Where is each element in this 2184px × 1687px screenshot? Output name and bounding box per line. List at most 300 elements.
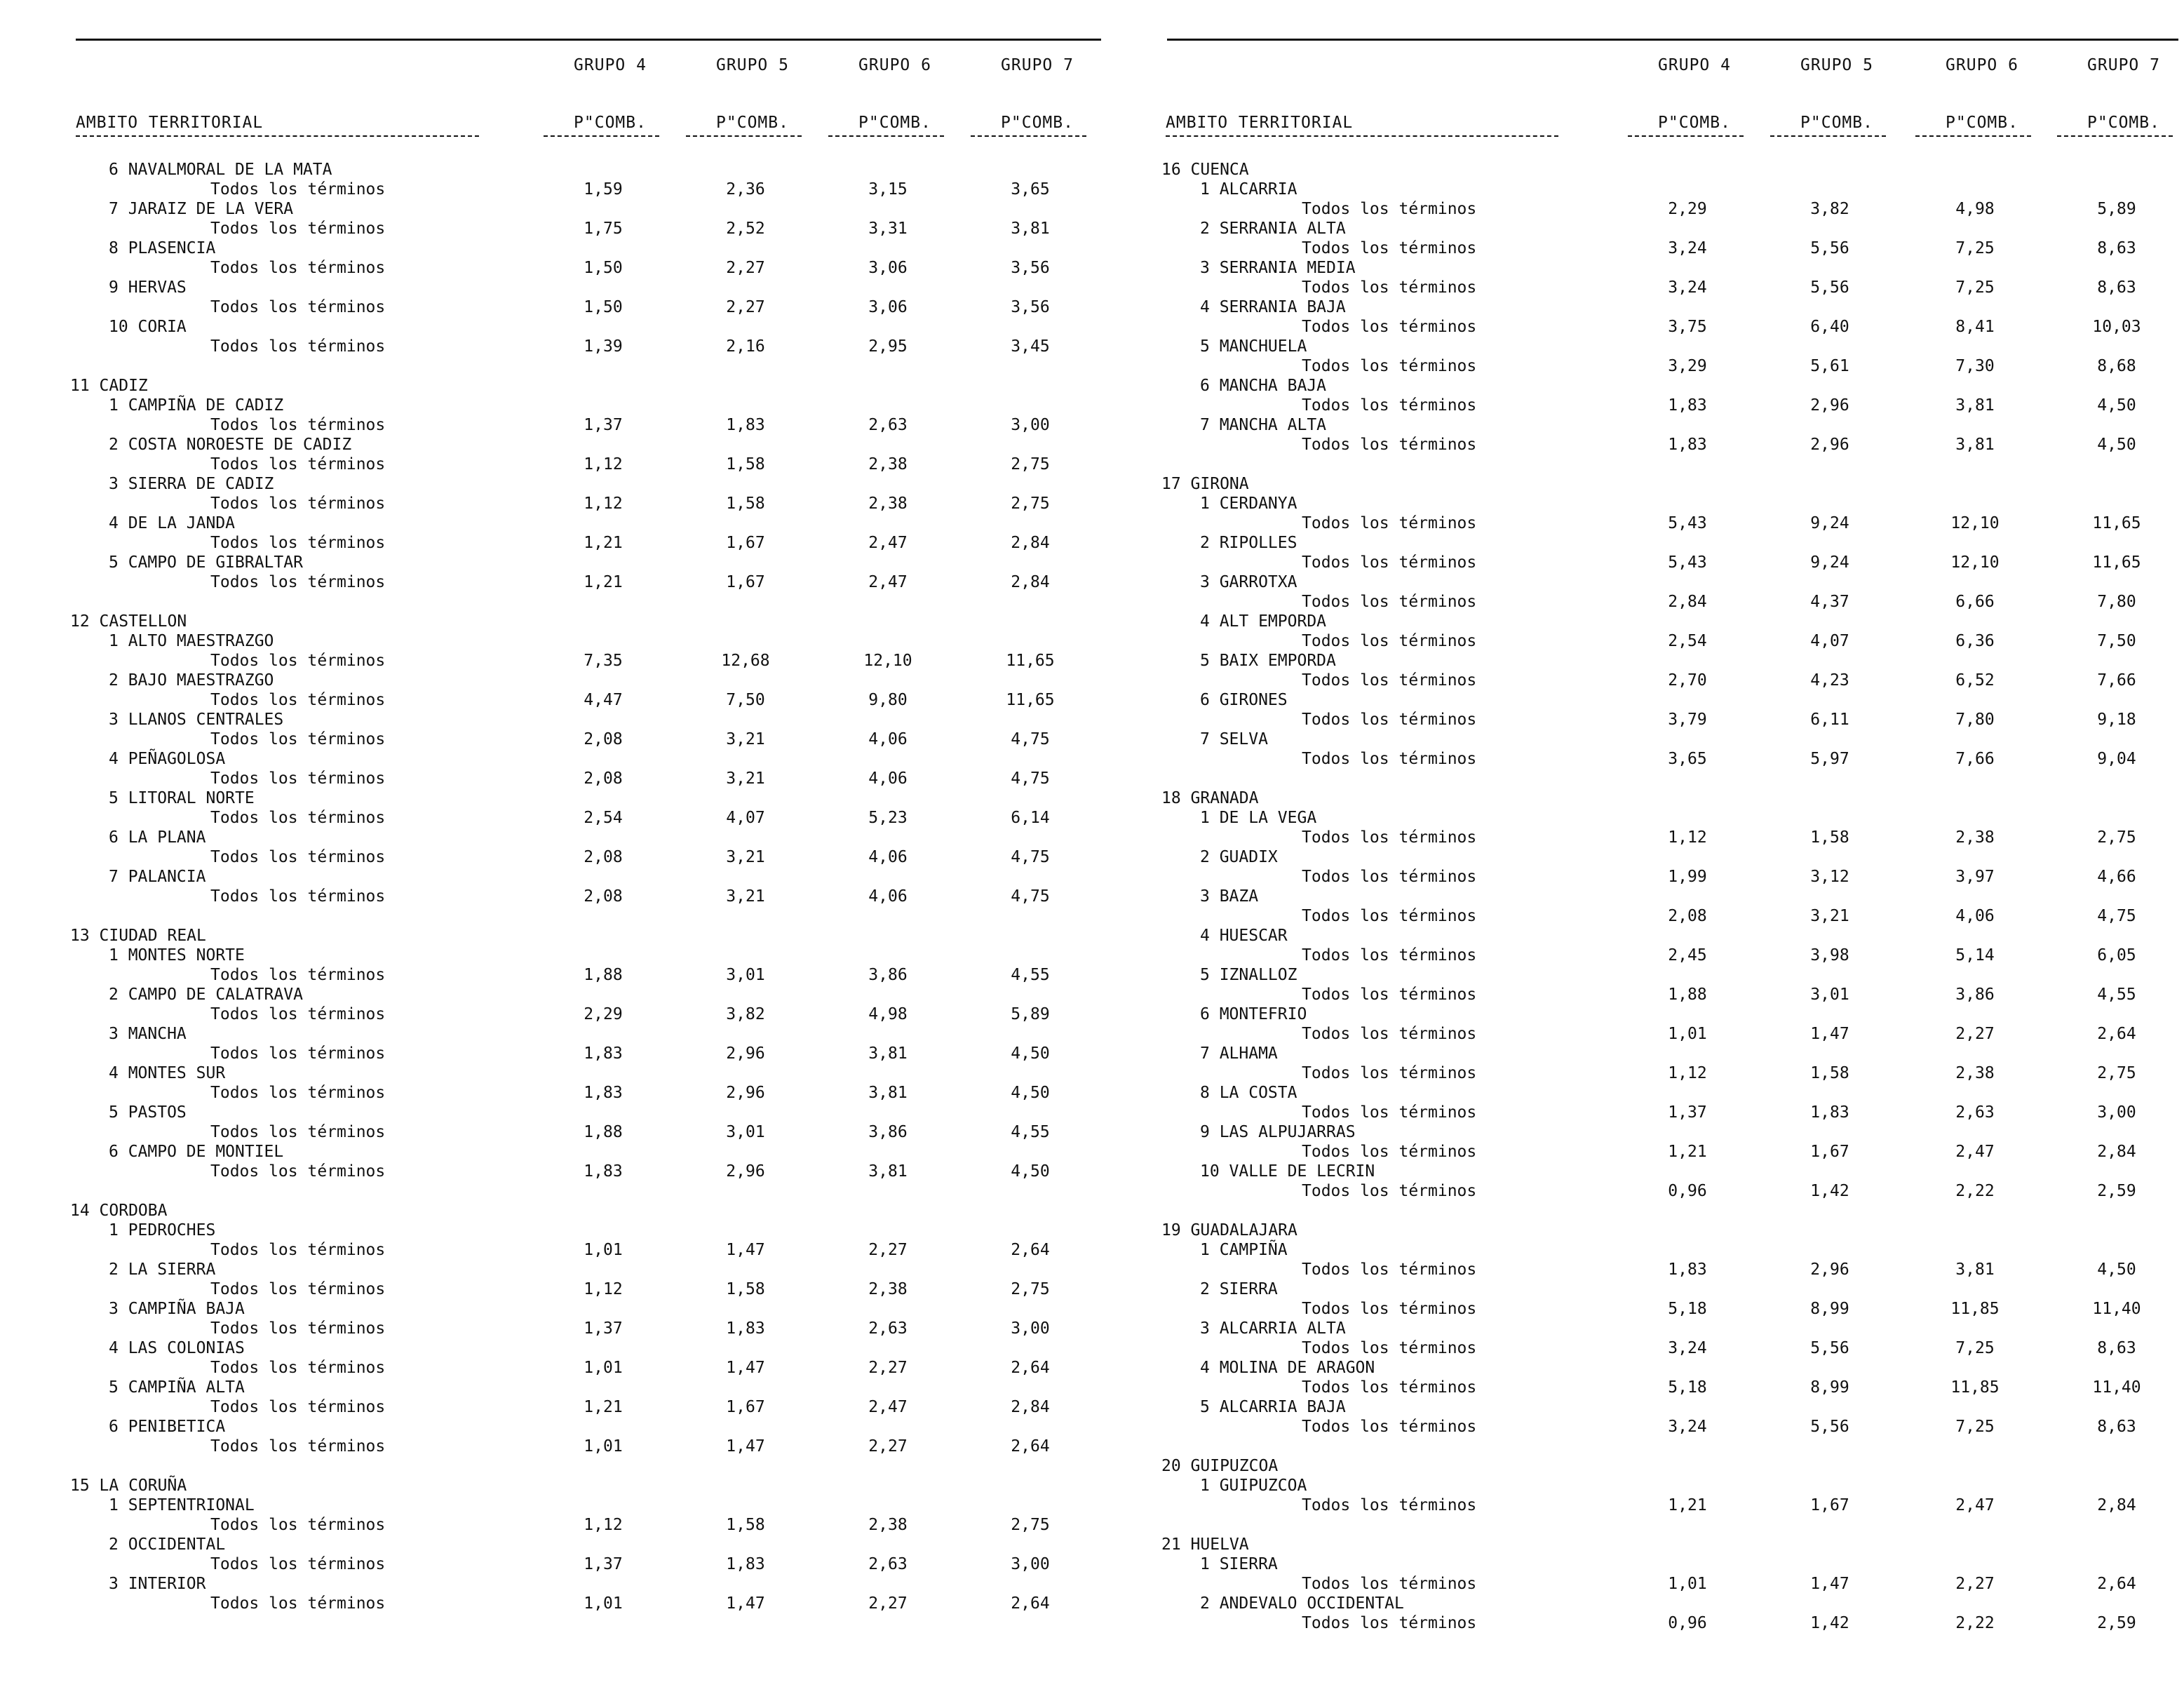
term-label: Todos los términos <box>1302 278 1477 297</box>
value-grupo-7: 2,59 <box>2097 1182 2136 1200</box>
comarca-row <box>70 278 1101 297</box>
term-row <box>70 1594 1101 1613</box>
comarca-row <box>70 199 1101 219</box>
term-row <box>70 415 1101 435</box>
value-grupo-4: 1,01 <box>584 1241 623 1259</box>
value-grupo-7: 8,63 <box>2097 1418 2136 1436</box>
term-label: Todos los términos <box>210 1516 386 1534</box>
left-table-body <box>70 160 1101 1613</box>
comarca-name: 5 BAIX EMPORDA <box>1200 652 1336 670</box>
value-grupo-6: 3,86 <box>1955 986 1995 1004</box>
value-grupo-7: 4,50 <box>2097 396 2136 415</box>
comarca-name: 4 LAS COLONIAS <box>109 1339 245 1357</box>
value-grupo-7: 4,50 <box>1011 1044 1050 1063</box>
value-grupo-6: 2,38 <box>868 1280 908 1298</box>
comarca-row <box>70 1221 1101 1240</box>
comarca-row <box>70 1417 1101 1437</box>
term-label: Todos los términos <box>210 1084 386 1102</box>
value-grupo-5: 1,83 <box>726 416 765 434</box>
term-label: Todos los términos <box>1302 1614 1477 1632</box>
value-grupo-7: 4,55 <box>1011 966 1050 984</box>
value-grupo-4: 1,21 <box>584 573 623 591</box>
pcomb-header-7: P"COMB. <box>2087 114 2160 132</box>
value-grupo-7: 9,18 <box>2097 711 2136 729</box>
term-row <box>1161 1299 2178 1319</box>
value-grupo-4: 3,24 <box>1668 278 1707 297</box>
term-row <box>70 1004 1101 1024</box>
term-label: Todos los términos <box>1302 357 1477 375</box>
comarca-row <box>1161 887 2178 906</box>
value-grupo-4: 4,47 <box>584 691 623 709</box>
value-grupo-7: 2,75 <box>1011 1280 1050 1298</box>
term-label: Todos los términos <box>210 730 386 748</box>
province-name: 19 GUADALAJARA <box>1161 1221 1297 1239</box>
value-grupo-5: 2,52 <box>726 220 765 238</box>
comarca-name: 3 SERRANIA MEDIA <box>1200 259 1356 277</box>
value-grupo-7: 3,00 <box>2097 1103 2136 1122</box>
value-grupo-7: 4,66 <box>2097 868 2136 886</box>
term-row <box>1161 710 2178 730</box>
value-grupo-5: 2,96 <box>1810 436 1849 454</box>
value-grupo-4: 1,37 <box>1668 1103 1707 1122</box>
top-rule <box>76 39 1101 41</box>
comarca-name: 2 SIERRA <box>1200 1280 1278 1298</box>
value-grupo-5: 4,23 <box>1810 671 1849 690</box>
value-grupo-5: 4,07 <box>1810 632 1849 650</box>
term-label: Todos los términos <box>210 809 386 827</box>
value-grupo-6: 2,38 <box>1955 1064 1995 1082</box>
province-row <box>1161 788 2178 808</box>
value-grupo-6: 4,06 <box>1955 907 1995 925</box>
comarca-row <box>1161 1594 2178 1613</box>
value-grupo-6: 5,23 <box>868 809 908 827</box>
comarca-row <box>1161 1554 2178 1574</box>
term-label: Todos los términos <box>210 220 386 238</box>
term-label: Todos los términos <box>1302 553 1477 572</box>
comarca-row <box>1161 533 2178 553</box>
value-grupo-4: 1,01 <box>1668 1025 1707 1043</box>
value-grupo-6: 12,10 <box>863 652 912 670</box>
value-grupo-7: 2,64 <box>1011 1437 1050 1456</box>
comarca-name: 9 LAS ALPUJARRAS <box>1200 1123 1356 1141</box>
term-label: Todos los términos <box>1302 907 1477 925</box>
value-grupo-5: 2,96 <box>726 1044 765 1063</box>
value-grupo-6: 2,47 <box>1955 1143 1995 1161</box>
value-grupo-7: 2,75 <box>2097 1064 2136 1082</box>
value-grupo-6: 2,38 <box>1955 828 1995 847</box>
term-row <box>1161 1378 2178 1397</box>
value-grupo-4: 1,88 <box>584 966 623 984</box>
value-grupo-7: 4,75 <box>1011 730 1050 748</box>
term-label: Todos los términos <box>210 1044 386 1063</box>
comarca-row <box>70 710 1101 730</box>
term-row <box>70 730 1101 749</box>
comarca-row <box>70 985 1101 1004</box>
term-label: Todos los términos <box>210 455 386 473</box>
value-grupo-5: 5,56 <box>1810 1418 1849 1436</box>
term-label: Todos los términos <box>1302 514 1477 532</box>
comarca-row <box>1161 337 2178 356</box>
comarca-name: 4 PEÑAGOLOSA <box>109 750 226 768</box>
province-row <box>1161 1221 2178 1240</box>
comarca-row <box>70 396 1101 415</box>
value-grupo-4: 3,29 <box>1668 357 1707 375</box>
pcomb-header-5: P"COMB. <box>716 114 789 132</box>
pcomb-header-4: P"COMB. <box>574 114 647 132</box>
comarca-name: 3 SIERRA DE CADIZ <box>109 475 274 493</box>
value-grupo-7: 2,84 <box>1011 1398 1050 1416</box>
term-label: Todos los términos <box>1302 1103 1477 1122</box>
term-row <box>70 1122 1101 1142</box>
value-grupo-4: 1,12 <box>584 1516 623 1534</box>
term-label: Todos los términos <box>210 573 386 591</box>
comarca-row <box>70 1024 1101 1044</box>
value-grupo-6: 7,25 <box>1955 278 1995 297</box>
term-label: Todos los términos <box>210 1437 386 1456</box>
row-spacer <box>1161 1515 2178 1535</box>
value-grupo-4: 2,70 <box>1668 671 1707 690</box>
group-5-header: GRUPO 5 <box>1800 56 1873 74</box>
value-grupo-4: 1,21 <box>1668 1496 1707 1514</box>
term-label: Todos los términos <box>1302 986 1477 1004</box>
term-label: Todos los términos <box>1302 1418 1477 1436</box>
value-grupo-5: 5,56 <box>1810 239 1849 257</box>
col6-underline <box>828 135 944 137</box>
comarca-name: 7 JARAIZ DE LA VERA <box>109 200 294 218</box>
top-rule <box>1167 39 2178 41</box>
term-label: Todos los términos <box>210 966 386 984</box>
value-grupo-4: 1,21 <box>584 534 623 552</box>
comarca-name: 1 PEDROCHES <box>109 1221 216 1239</box>
value-grupo-4: 3,24 <box>1668 239 1707 257</box>
value-grupo-4: 0,96 <box>1668 1614 1707 1632</box>
ambito-underline <box>1166 135 1558 137</box>
comarca-name: 3 LLANOS CENTRALES <box>109 711 284 729</box>
comarca-row <box>1161 651 2178 671</box>
term-row <box>70 1279 1101 1299</box>
value-grupo-7: 3,00 <box>1011 1555 1050 1573</box>
value-grupo-5: 2,16 <box>726 337 765 356</box>
col4-underline <box>544 135 659 137</box>
value-grupo-4: 2,08 <box>1668 907 1707 925</box>
col5-underline <box>1770 135 1886 137</box>
term-label: Todos los términos <box>1302 946 1477 965</box>
term-row <box>70 1240 1101 1260</box>
value-grupo-7: 11,65 <box>1006 652 1055 670</box>
value-grupo-6: 4,06 <box>868 887 908 906</box>
term-label: Todos los términos <box>1302 1300 1477 1318</box>
value-grupo-6: 6,52 <box>1955 671 1995 690</box>
comarca-row <box>1161 730 2178 749</box>
comarca-row <box>1161 1319 2178 1338</box>
value-grupo-7: 2,84 <box>1011 534 1050 552</box>
value-grupo-4: 1,83 <box>584 1162 623 1181</box>
value-grupo-7: 6,14 <box>1011 809 1050 827</box>
value-grupo-7: 11,65 <box>1006 691 1055 709</box>
comarca-name: 10 CORIA <box>109 318 187 336</box>
value-grupo-4: 2,54 <box>584 809 623 827</box>
comarca-row <box>1161 415 2178 435</box>
value-grupo-7: 4,75 <box>1011 887 1050 906</box>
term-row <box>70 1044 1101 1063</box>
province-row <box>70 926 1101 946</box>
term-row <box>70 1162 1101 1181</box>
value-grupo-6: 3,86 <box>868 966 908 984</box>
comarca-row <box>1161 1044 2178 1063</box>
term-label: Todos los términos <box>210 769 386 788</box>
value-grupo-7: 4,50 <box>2097 1261 2136 1279</box>
comarca-name: 1 DE LA VEGA <box>1200 809 1317 827</box>
term-row <box>1161 1417 2178 1437</box>
group-7-header: GRUPO 7 <box>1001 56 1074 74</box>
comarca-name: 1 MONTES NORTE <box>109 946 245 965</box>
comarca-name: 5 LITORAL NORTE <box>109 789 255 807</box>
term-label: Todos los términos <box>210 1555 386 1573</box>
value-grupo-6: 2,22 <box>1955 1182 1995 1200</box>
term-row <box>1161 1024 2178 1044</box>
value-grupo-7: 2,75 <box>1011 495 1050 513</box>
value-grupo-6: 3,81 <box>868 1084 908 1102</box>
term-label: Todos los términos <box>1302 200 1477 218</box>
value-grupo-4: 2,08 <box>584 769 623 788</box>
term-row <box>1161 1142 2178 1162</box>
value-grupo-4: 1,83 <box>1668 396 1707 415</box>
comarca-name: 4 MONTES SUR <box>109 1064 226 1082</box>
value-grupo-6: 3,06 <box>868 259 908 277</box>
comarca-name: 6 MONTEFRIO <box>1200 1005 1307 1023</box>
value-grupo-6: 3,81 <box>868 1162 908 1181</box>
comarca-name: 1 SEPTENTRIONAL <box>109 1496 255 1514</box>
term-label: Todos los términos <box>1302 1025 1477 1043</box>
term-label: Todos los términos <box>1302 436 1477 454</box>
value-grupo-4: 1,12 <box>584 1280 623 1298</box>
value-grupo-4: 1,88 <box>1668 986 1707 1004</box>
comarca-name: 2 CAMPO DE CALATRAVA <box>109 986 303 1004</box>
term-row <box>1161 356 2178 376</box>
pcomb-header-6: P"COMB. <box>1946 114 2018 132</box>
comarca-name: 3 INTERIOR <box>109 1575 206 1593</box>
term-label: Todos los términos <box>210 848 386 866</box>
value-grupo-4: 1,99 <box>1668 868 1707 886</box>
comarca-row <box>70 553 1101 572</box>
value-grupo-4: 1,01 <box>584 1437 623 1456</box>
value-grupo-6: 2,63 <box>868 1319 908 1338</box>
value-grupo-4: 1,83 <box>584 1044 623 1063</box>
term-row <box>70 651 1101 671</box>
comarca-row <box>1161 847 2178 867</box>
value-grupo-6: 3,81 <box>1955 436 1995 454</box>
value-grupo-7: 2,84 <box>1011 573 1050 591</box>
value-grupo-4: 3,65 <box>1668 750 1707 768</box>
term-label: Todos los términos <box>210 1162 386 1181</box>
col7-underline <box>2057 135 2173 137</box>
term-row <box>70 965 1101 985</box>
comarca-name: 5 ALCARRIA BAJA <box>1200 1398 1346 1416</box>
comarca-row <box>70 1338 1101 1358</box>
value-grupo-7: 5,89 <box>1011 1005 1050 1023</box>
comarca-row <box>70 631 1101 651</box>
comarca-name: 6 GIRONES <box>1200 691 1288 709</box>
comarca-row <box>70 1103 1101 1122</box>
ambito-header: AMBITO TERRITORIAL <box>76 114 264 132</box>
term-label: Todos los términos <box>1302 1182 1477 1200</box>
comarca-row <box>70 160 1101 180</box>
term-row <box>70 690 1101 710</box>
value-grupo-7: 11,40 <box>2092 1378 2141 1397</box>
province-name: 16 CUENCA <box>1161 161 1249 179</box>
value-grupo-5: 3,12 <box>1810 868 1849 886</box>
value-grupo-6: 2,27 <box>1955 1575 1995 1593</box>
value-grupo-6: 12,10 <box>1950 514 2000 532</box>
value-grupo-5: 1,47 <box>1810 1025 1849 1043</box>
comarca-row <box>1161 690 2178 710</box>
comarca-row <box>70 1535 1101 1554</box>
comarca-row <box>1161 1162 2178 1181</box>
pcomb-header-6: P"COMB. <box>858 114 931 132</box>
term-label: Todos los términos <box>210 1594 386 1613</box>
value-grupo-5: 1,83 <box>726 1555 765 1573</box>
value-grupo-7: 3,65 <box>1011 180 1050 199</box>
value-grupo-7: 2,64 <box>2097 1575 2136 1593</box>
value-grupo-4: 1,12 <box>1668 1064 1707 1082</box>
term-label: Todos los términos <box>1302 711 1477 729</box>
value-grupo-5: 3,98 <box>1810 946 1849 965</box>
comarca-row <box>70 1574 1101 1594</box>
value-grupo-7: 2,75 <box>1011 1516 1050 1534</box>
comarca-row <box>1161 219 2178 238</box>
comarca-name: 6 LA PLANA <box>109 828 206 847</box>
value-grupo-5: 3,21 <box>726 769 765 788</box>
province-row <box>1161 1456 2178 1476</box>
value-grupo-6: 2,27 <box>868 1241 908 1259</box>
value-grupo-5: 2,36 <box>726 180 765 199</box>
comarca-row <box>1161 808 2178 828</box>
value-grupo-5: 3,21 <box>726 887 765 906</box>
value-grupo-5: 12,68 <box>721 652 770 670</box>
value-grupo-4: 3,24 <box>1668 1418 1707 1436</box>
comarca-row <box>1161 612 2178 631</box>
comarca-name: 6 NAVALMORAL DE LA MATA <box>109 161 332 179</box>
term-row <box>1161 199 2178 219</box>
value-grupo-4: 3,79 <box>1668 711 1707 729</box>
value-grupo-5: 7,50 <box>726 691 765 709</box>
term-row <box>70 1358 1101 1378</box>
value-grupo-4: 5,43 <box>1668 553 1707 572</box>
comarca-name: 7 SELVA <box>1200 730 1268 748</box>
term-label: Todos los términos <box>1302 1261 1477 1279</box>
value-grupo-6: 2,47 <box>868 573 908 591</box>
value-grupo-5: 1,58 <box>1810 1064 1849 1082</box>
value-grupo-6: 2,38 <box>868 1516 908 1534</box>
value-grupo-7: 8,63 <box>2097 278 2136 297</box>
term-label: Todos los términos <box>210 337 386 356</box>
term-label: Todos los términos <box>1302 1575 1477 1593</box>
term-label: Todos los términos <box>1302 1339 1477 1357</box>
value-grupo-4: 0,96 <box>1668 1182 1707 1200</box>
comarca-name: 1 CAMPIÑA DE CADIZ <box>109 396 284 415</box>
term-row <box>70 297 1101 317</box>
term-row <box>1161 278 2178 297</box>
value-grupo-6: 2,38 <box>868 455 908 473</box>
term-label: Todos los términos <box>1302 1064 1477 1082</box>
province-name: 11 CADIZ <box>70 377 148 395</box>
term-row <box>70 808 1101 828</box>
term-row <box>1161 906 2178 926</box>
value-grupo-4: 1,37 <box>584 1555 623 1573</box>
comarca-name: 10 VALLE DE LECRIN <box>1200 1162 1375 1181</box>
comarca-name: 3 BAZA <box>1200 887 1259 906</box>
value-grupo-5: 1,67 <box>726 573 765 591</box>
value-grupo-7: 9,04 <box>2097 750 2136 768</box>
value-grupo-5: 3,01 <box>726 966 765 984</box>
value-grupo-5: 1,67 <box>1810 1496 1849 1514</box>
term-row <box>70 1319 1101 1338</box>
term-row <box>1161 396 2178 415</box>
value-grupo-6: 2,27 <box>868 1359 908 1377</box>
comarca-row <box>1161 926 2178 946</box>
row-spacer <box>70 592 1101 612</box>
value-grupo-5: 4,37 <box>1810 593 1849 611</box>
comarca-name: 4 ALT EMPORDA <box>1200 612 1327 631</box>
value-grupo-4: 1,01 <box>584 1594 623 1613</box>
value-grupo-6: 7,25 <box>1955 1339 1995 1357</box>
value-grupo-6: 7,25 <box>1955 1418 1995 1436</box>
value-grupo-5: 1,47 <box>726 1359 765 1377</box>
comarca-row <box>70 749 1101 769</box>
term-row <box>1161 592 2178 612</box>
value-grupo-4: 1,50 <box>584 298 623 316</box>
value-grupo-4: 1,21 <box>1668 1143 1707 1161</box>
value-grupo-5: 5,56 <box>1810 278 1849 297</box>
value-grupo-5: 1,58 <box>726 495 765 513</box>
row-spacer <box>70 1456 1101 1476</box>
value-grupo-5: 8,99 <box>1810 1300 1849 1318</box>
value-grupo-4: 1,75 <box>584 220 623 238</box>
province-row <box>1161 1535 2178 1554</box>
group-7-header: GRUPO 7 <box>2087 56 2160 74</box>
value-grupo-5: 3,21 <box>726 730 765 748</box>
value-grupo-4: 1,37 <box>584 1319 623 1338</box>
ambito-underline <box>76 135 479 137</box>
term-label: Todos los términos <box>1302 1378 1477 1397</box>
value-grupo-5: 1,42 <box>1810 1614 1849 1632</box>
row-spacer <box>70 906 1101 926</box>
value-grupo-6: 12,10 <box>1950 553 2000 572</box>
term-label: Todos los términos <box>210 887 386 906</box>
term-label: Todos los términos <box>1302 318 1477 336</box>
comarca-name: 2 OCCIDENTAL <box>109 1535 226 1554</box>
value-grupo-4: 1,83 <box>1668 436 1707 454</box>
term-label: Todos los términos <box>210 298 386 316</box>
term-row <box>70 455 1101 474</box>
comarca-row <box>1161 1476 2178 1496</box>
value-grupo-6: 7,25 <box>1955 239 1995 257</box>
value-grupo-7: 7,50 <box>2097 632 2136 650</box>
term-label: Todos los términos <box>1302 828 1477 847</box>
value-grupo-5: 9,24 <box>1810 514 1849 532</box>
value-grupo-6: 7,80 <box>1955 711 1995 729</box>
comarca-row <box>70 671 1101 690</box>
comarca-name: 4 DE LA JANDA <box>109 514 236 532</box>
term-row <box>70 1437 1101 1456</box>
term-label: Todos los términos <box>210 180 386 199</box>
comarca-name: 5 CAMPIÑA ALTA <box>109 1378 245 1397</box>
group-4-header: GRUPO 4 <box>1658 56 1731 74</box>
value-grupo-6: 3,81 <box>1955 396 1995 415</box>
value-grupo-4: 5,18 <box>1668 1378 1707 1397</box>
value-grupo-5: 1,47 <box>1810 1575 1849 1593</box>
comarca-row <box>1161 494 2178 513</box>
